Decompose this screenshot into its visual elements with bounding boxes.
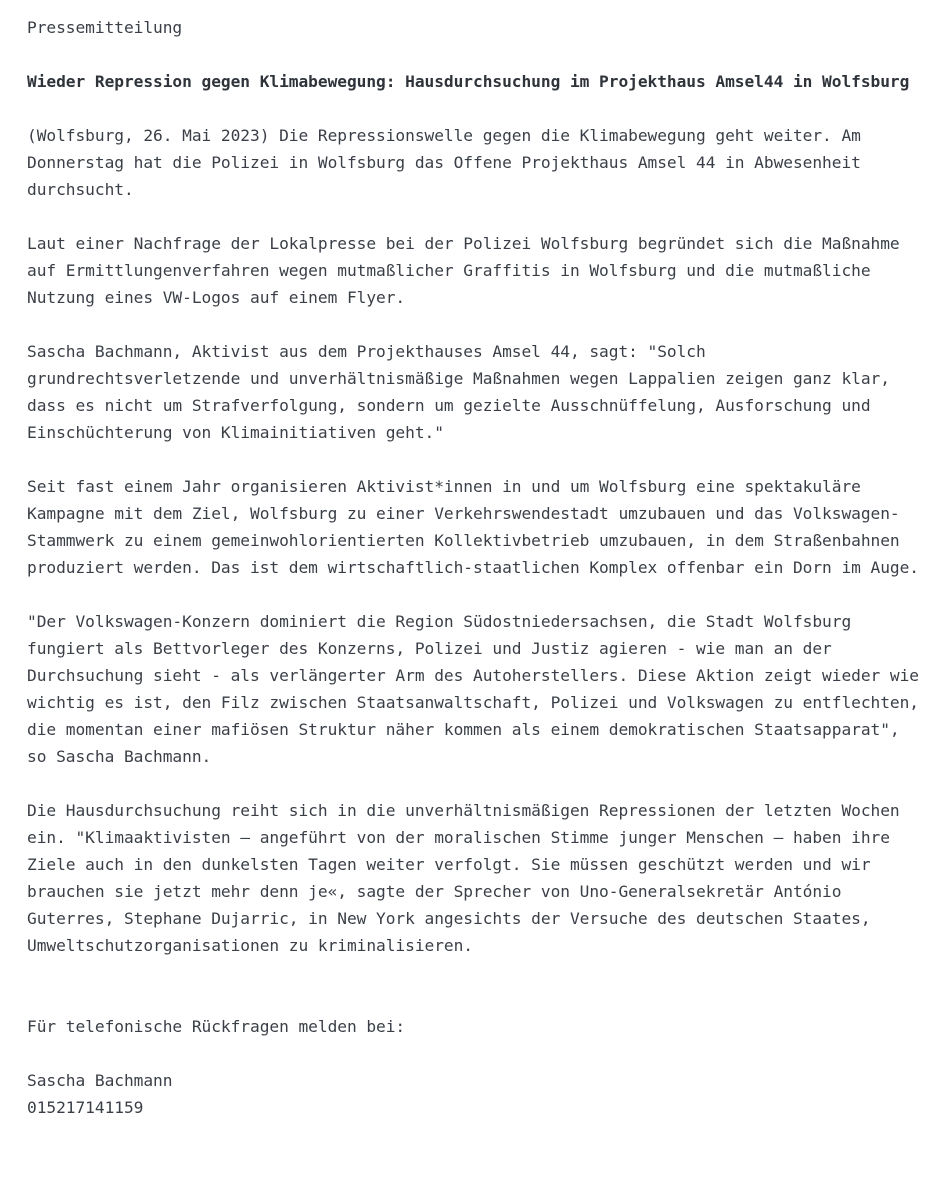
contact-phone: 015217141159 xyxy=(27,1098,144,1117)
paragraph-volkswagen-quote: "Der Volkswagen-Konzern dominiert die Region Südostniedersachsen, die Stadt Wolfsburg fungiert als Bettvorleger des Konzerns, Polizei und Justiz agieren - wie man an der Durchsuchung sieht - als verlängerter Arm des Autoherstellers. Diese Aktion zeigt wieder wie wichtig es ist, den Filz zwischen Staatsanwaltschaft, Polizei und Volkswagen zu entflechten, die momentan einer mafiösen Struktur näher kommen als einem demokratischen Staatsapparat", so Sascha Bachmann. xyxy=(27,612,920,766)
spacer xyxy=(27,986,922,1013)
headline: Wieder Repression gegen Klimabewegung: Hausdurchsuchung im Projekthaus Amsel44 in Wolfsburg xyxy=(27,72,910,91)
paragraph-campaign: Seit fast einem Jahr organisieren Aktivist*innen in und um Wolfsburg eine spektakuläre Kampagne mit dem Ziel, Wolfsburg zu einer Verkehrswendestadt umzubauen und das Volkswagen-Stammwerk zu einem gemeinwohlorientierten Kollektivbetrieb umzubauen, in dem Straßenbahnen produziert werden. Das ist dem wirtschaftlich-staatlichen Komplex offenbar ein Dorn im Auge. xyxy=(27,477,920,577)
paragraph-repression-context: Die Hausdurchsuchung reiht sich in die unverhältnismäßigen Repressionen der letzten Wochen ein. "Klimaaktivisten — angeführt von der moralischen Stimme junger Menschen — haben ihre Ziele auch in den dunkelsten Tagen weiter verfolgt. Sie müssen geschützt werden und wir brauchen sie jetzt mehr denn je«, sagte der Sprecher von Uno-Generalsekretär António Guterres, Stephane Dujarric, in New York angesichts der Versuche des deutschen Staates, Umweltschutzorganisationen zu kriminalisieren. xyxy=(27,801,900,955)
press-release-document xyxy=(27,14,922,1121)
paragraph-intro: (Wolfsburg, 26. Mai 2023) Die Repressionswelle gegen die Klimabewegung geht weiter. Am Donnerstag hat die Polizei in Wolfsburg das Offene Projekthaus Amsel 44 in Abwesenheit durchsucht. xyxy=(27,126,861,199)
document-label: Pressemitteilung xyxy=(27,18,183,37)
contact-intro: Für telefonische Rückfragen melden bei: xyxy=(27,1017,406,1036)
paragraph-police-inquiry: Laut einer Nachfrage der Lokalpresse bei der Polizei Wolfsburg begründet sich die Maßnahme auf Ermittlungenverfahren wegen mutmaßlicher Graffitis in Wolfsburg und die mutmaßliche Nutzung eines VW-Logos auf einem Flyer. xyxy=(27,234,900,307)
paragraph-activist-quote: Sascha Bachmann, Aktivist aus dem Projekthauses Amsel 44, sagt: "Solch grundrechtsverletzende und unverhältnismäßige Maßnahmen wegen Lappalien zeigen ganz klar, dass es nicht um Strafverfolgung, sondern um gezielte Ausschnüffelung, Ausforschung und Einschüchterung von Klimainitiativen geht." xyxy=(27,342,890,442)
contact-name: Sascha Bachmann xyxy=(27,1071,173,1090)
